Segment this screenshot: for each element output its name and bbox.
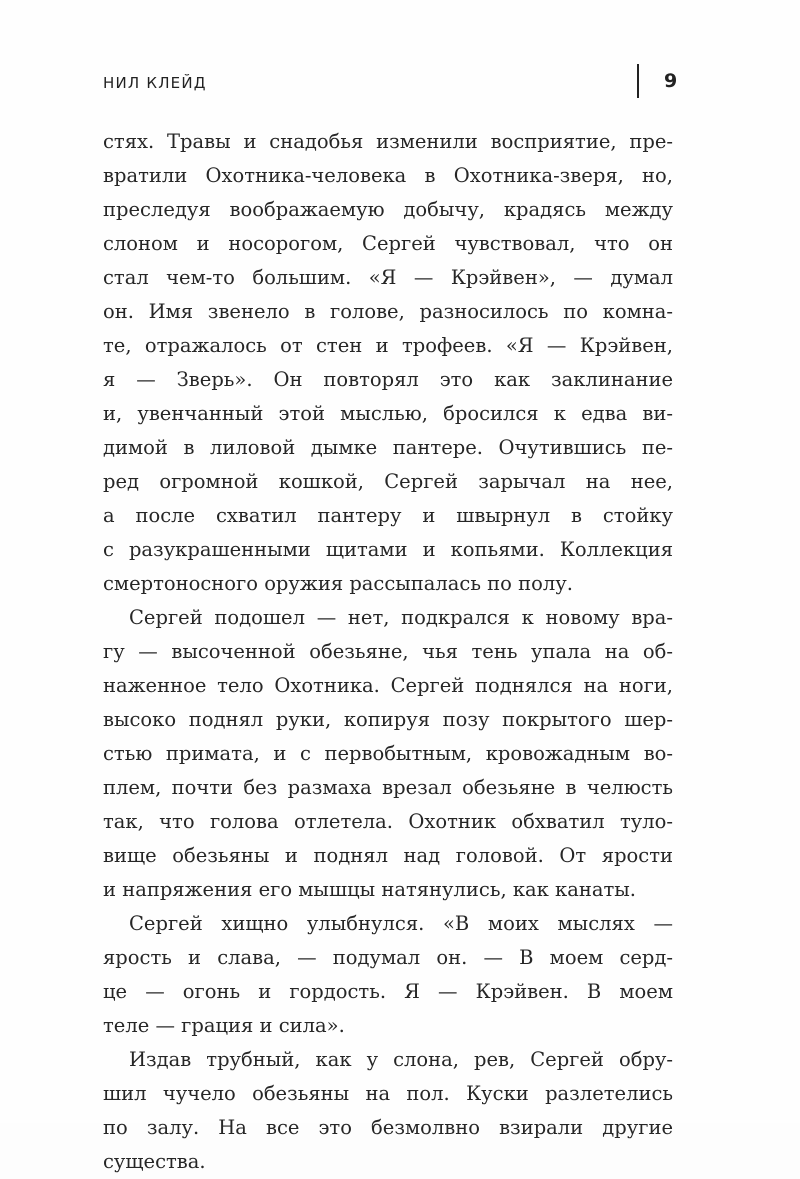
text-line: слоном и носорогом, Сергей чувствовал, что он	[103, 232, 673, 255]
header-divider	[637, 64, 639, 98]
text-line: стью примата, и с первобытным, кровожадным во-	[103, 742, 673, 765]
text-line: я — Зверь». Он повторял это как заклинание	[103, 368, 673, 391]
paragraph	[103, 907, 673, 1043]
text-line: ред огромной кошкой, Сергей зарычал на нее,	[103, 470, 673, 493]
paragraph	[103, 1043, 673, 1179]
text-line: гу — высоченной обезьяне, чья тень упала на об-	[103, 640, 673, 663]
text-line: а после схватил пантеру и швырнул в стойку	[103, 504, 673, 527]
text-line: теле — грация и сила».	[103, 1014, 345, 1037]
text-line: по залу. На все это безмолвно взирали другие	[103, 1116, 673, 1139]
paragraph	[103, 125, 673, 601]
text-line: стях. Травы и снадобья изменили восприятие, пре-	[103, 130, 673, 153]
text-line: те, отражалось от стен и трофеев. «Я — Крэйвен,	[103, 334, 673, 357]
paragraph	[103, 601, 673, 907]
text-line: вище обезьяны и поднял над головой. От ярости	[103, 844, 673, 867]
text-line: преследуя воображаемую добычу, крадясь между	[103, 198, 673, 221]
text-line: наженное тело Охотника. Сергей поднялся на ноги,	[103, 674, 673, 697]
page-number: 9	[664, 70, 678, 92]
text-line: высоко поднял руки, копируя позу покрытого шер-	[103, 708, 673, 731]
text-line: димой в лиловой дымке пантере. Очутившись пе-	[103, 436, 673, 459]
text-line: существа.	[103, 1150, 206, 1173]
text-line: с разукрашенными щитами и копьями. Коллекция	[103, 538, 673, 561]
text-line: ярость и слава, — подумал он. — В моем серд-	[103, 946, 673, 969]
text-line: вратили Охотника-человека в Охотника-зверя, но,	[103, 164, 673, 187]
text-line: Издав трубный, как у слона, рев, Сергей обру-	[129, 1048, 673, 1071]
text-line: и напряжения его мышцы натянулись, как канаты.	[103, 878, 636, 901]
text-line: Сергей хищно улыбнулся. «В моих мыслях —	[129, 912, 673, 935]
text-line: плем, почти без размаха врезал обезьяне в челюсть	[103, 776, 673, 799]
running-head-author: НИЛ КЛЕЙД	[103, 74, 207, 92]
text-line: так, что голова отлетела. Охотник обхватил туло-	[103, 810, 673, 833]
text-line: це — огонь и гордость. Я — Крэйвен. В моем	[103, 980, 673, 1003]
text-line: стал чем-то большим. «Я — Крэйвен», — думал	[103, 266, 673, 289]
body-text	[103, 125, 673, 1179]
text-line: шил чучело обезьяны на пол. Куски разлетелись	[103, 1082, 673, 1105]
text-line: и, увенчанный этой мыслью, бросился к едва ви-	[103, 402, 673, 425]
text-line: смертоносного оружия рассыпалась по полу.	[103, 572, 573, 595]
text-line: Сергей подошел — нет, подкрался к новому вра-	[129, 606, 673, 629]
text-line: он. Имя звенело в голове, разносилось по комна-	[103, 300, 673, 323]
